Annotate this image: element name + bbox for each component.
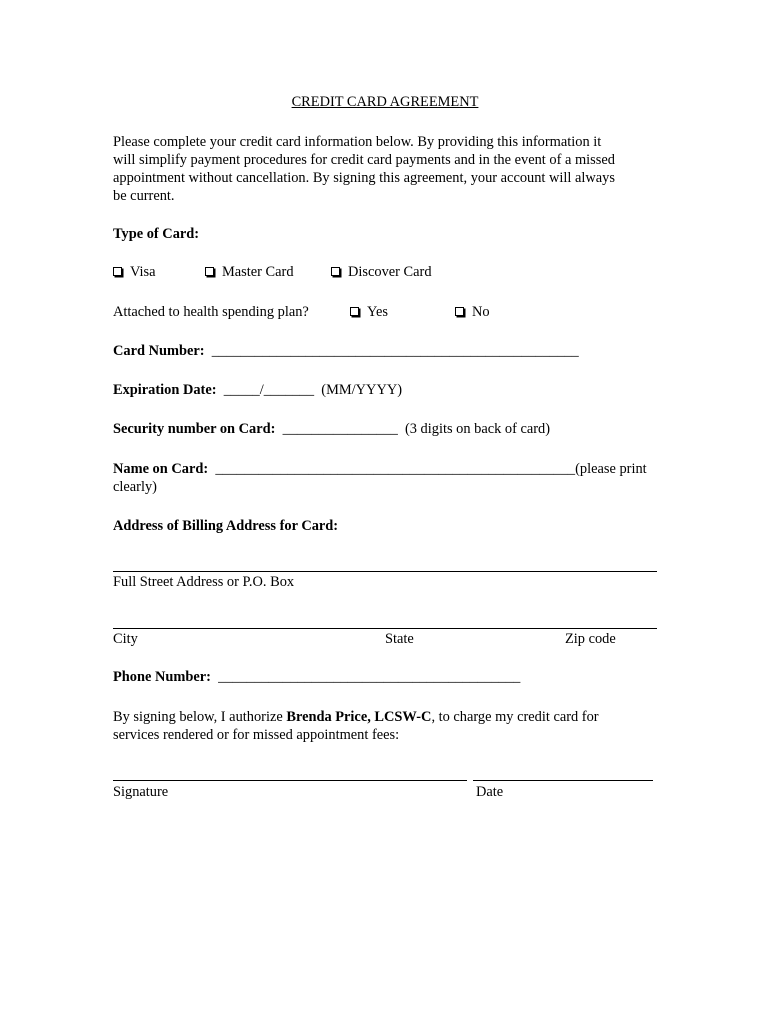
- hsa-option-label: No: [472, 304, 490, 320]
- name-field[interactable]: __________________________________________________: [215, 461, 576, 477]
- card-number-label: Card Number:: [113, 343, 205, 359]
- phone-label: Phone Number:: [113, 669, 211, 685]
- street-caption: Full Street Address or P.O. Box: [113, 574, 295, 590]
- zip-caption: Zip code: [565, 631, 616, 647]
- authorization-line-2: services rendered or for missed appointment fees:: [113, 727, 400, 743]
- document-title: CREDIT CARD AGREEMENT: [291, 94, 479, 110]
- security-hint: (3 digits on back of card): [404, 421, 551, 437]
- provider-name: Brenda Price, LCSW-C: [286, 709, 432, 725]
- name-label: Name on Card:: [113, 461, 209, 477]
- card-number-row: [113, 342, 579, 360]
- intro-line-1: Please complete your credit card information below. By providing this information it: [113, 134, 602, 150]
- city-caption: City: [113, 631, 138, 647]
- phone-row: [113, 668, 520, 686]
- security-field[interactable]: ________________: [282, 421, 398, 437]
- hsa-option-no[interactable]: [455, 303, 490, 321]
- card-option-visa[interactable]: [113, 263, 156, 281]
- card-option-label: Visa: [130, 264, 156, 280]
- intro-line-4: be current.: [113, 188, 175, 204]
- signature-field[interactable]: [113, 780, 467, 781]
- intro-line-2: will simplify payment procedures for credit card payments and in the event of a missed: [113, 152, 615, 168]
- card-option-label: Master Card: [222, 264, 294, 280]
- card-option-label: Discover Card: [348, 264, 432, 280]
- hsa-option-label: Yes: [367, 304, 388, 320]
- authorization-line-1: By signing below, I authorize Brenda Price, LCSW-C, to charge my credit card for: [113, 709, 599, 725]
- date-field[interactable]: [473, 780, 653, 781]
- checkbox-icon[interactable]: [455, 307, 464, 316]
- name-row: [113, 460, 647, 478]
- name-hint-cont: clearly): [113, 479, 157, 495]
- card-number-field[interactable]: ___________________________________________________: [211, 343, 579, 359]
- card-option-mastercard[interactable]: [205, 263, 294, 281]
- name-hint: (please print: [575, 461, 647, 477]
- checkbox-icon[interactable]: [205, 267, 214, 276]
- checkbox-icon[interactable]: [331, 267, 340, 276]
- date-caption: Date: [476, 784, 504, 800]
- state-caption: State: [385, 631, 414, 647]
- security-row: [113, 420, 550, 438]
- city-state-zip-field[interactable]: [113, 628, 657, 629]
- intro-line-3: appointment without cancellation. By signing this agreement, your account will always: [113, 170, 615, 186]
- card-option-discover[interactable]: [331, 263, 432, 281]
- signature-caption: Signature: [113, 784, 169, 800]
- billing-label: Address of Billing Address for Card:: [113, 518, 339, 534]
- expiration-label: Expiration Date:: [113, 382, 217, 398]
- hsa-option-yes[interactable]: [350, 303, 388, 321]
- street-address-field[interactable]: [113, 571, 657, 572]
- expiration-field[interactable]: _____/_______: [223, 382, 315, 398]
- checkbox-icon[interactable]: [350, 307, 359, 316]
- security-label: Security number on Card:: [113, 421, 276, 437]
- hsa-label: Attached to health spending plan?: [113, 304, 309, 320]
- expiration-row: [113, 381, 402, 399]
- expiration-hint: (MM/YYYY): [321, 382, 403, 398]
- checkbox-icon[interactable]: [113, 267, 122, 276]
- phone-field[interactable]: __________________________________________: [218, 669, 521, 685]
- card-type-label: Type of Card:: [113, 226, 200, 242]
